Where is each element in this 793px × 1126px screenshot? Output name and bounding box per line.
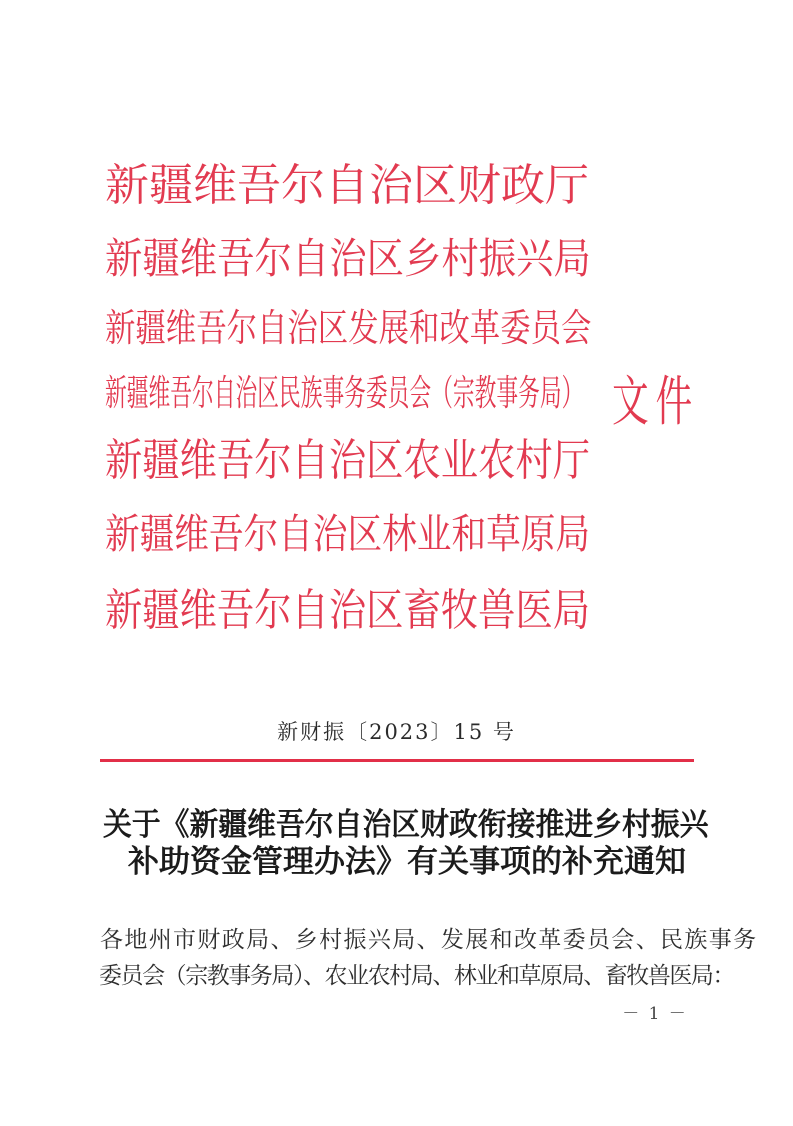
doc-type-label: 文件 (612, 370, 700, 433)
document-title-line-1: 关于《新疆维吾尔自治区财政衔接推进乡村振兴 (103, 807, 709, 843)
document-number: 新财振〔2023〕15 号 (277, 720, 516, 744)
document-title-line-2: 补助资金管理办法》有关事项的补充通知 (128, 844, 686, 880)
agency-name-development-reform: 新疆维吾尔自治区发展和改革委员会 (105, 306, 592, 350)
agency-name-forestry-grassland: 新疆维吾尔自治区林业和草原局 (105, 510, 591, 558)
agency-name-finance-dept: 新疆维吾尔自治区财政厅 (105, 160, 589, 211)
salutation-line-1: 各地州市财政局、乡村振兴局、发展和改革委员会、民族事务 (100, 927, 758, 953)
agency-name-animal-husbandry: 新疆维吾尔自治区畜牧兽医局 (105, 585, 591, 636)
salutation-line-2: 委员会（宗教事务局）、农业农村局、林业和草原局、畜牧兽医局： (99, 963, 735, 989)
page-number: － 1 － (622, 1004, 688, 1024)
agency-name-ethnic-affairs: 新疆维吾尔自治区民族事务委员会（宗教事务局） (105, 373, 584, 414)
agency-name-rural-revitalization: 新疆维吾尔自治区乡村振兴局 (105, 234, 591, 283)
red-divider-rule (100, 759, 694, 762)
agency-name-agriculture-rural: 新疆维吾尔自治区农业农村厅 (105, 435, 591, 486)
